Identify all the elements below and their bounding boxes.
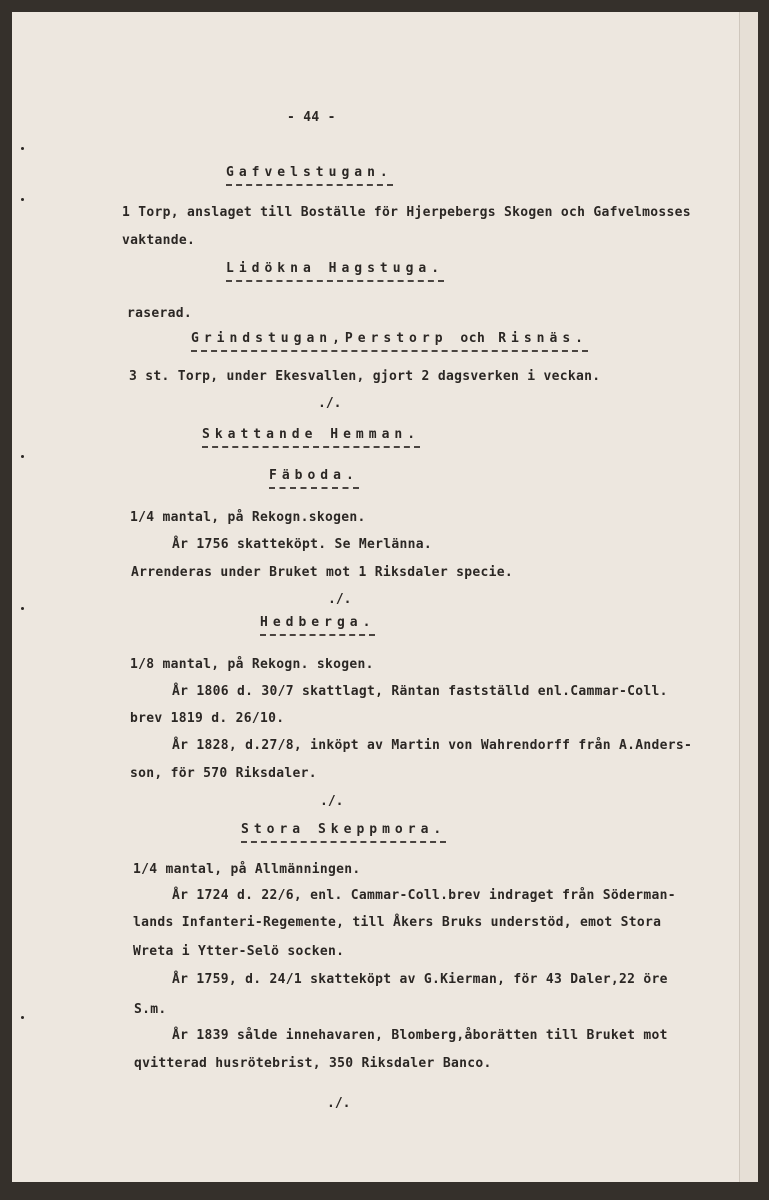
text-line: 1/8 mantal, på Rekogn. skogen. (130, 657, 374, 672)
binding-hole (21, 198, 24, 201)
heading-lidokna-hagstuga: Lidökna Hagstuga. (226, 261, 444, 282)
text-line: brev 1819 d. 26/10. (130, 711, 285, 726)
heading-grindstugan (191, 331, 588, 352)
text-line: qvitterad husrötebrist, 350 Riksdaler Banco. (134, 1056, 492, 1071)
heading-faboda: Fäboda. (269, 468, 359, 489)
text-line: 1/4 mantal, på Rekogn.skogen. (130, 510, 366, 525)
text-line: Arrenderas under Bruket mot 1 Riksdaler specie. (131, 565, 513, 580)
heading-hedberga: Hedberga. (260, 615, 375, 636)
text-line: År 1759, d. 24/1 skatteköpt av G.Kierman, för 43 Daler,22 öre (172, 972, 668, 987)
text-line: son, för 570 Riksdaler. (130, 766, 317, 781)
text-line: År 1724 d. 22/6, enl. Cammar-Coll.brev indraget från Söderman- (172, 888, 676, 903)
heading-part: Risnäs. (498, 331, 588, 346)
binding-hole (21, 455, 24, 458)
binding-hole (21, 147, 24, 150)
separator: ./. (328, 592, 352, 607)
text-line: År 1756 skatteköpt. Se Merlänna. (172, 537, 433, 552)
heading-part: Grindstugan,Perstorp (191, 331, 448, 346)
heading-part: och (460, 331, 486, 346)
heading-gafvelstugan: Gafvelstugan. (226, 165, 393, 186)
text-line: 1 Torp, anslaget till Boställe för Hjerpebergs Skogen och Gafvelmosses (122, 205, 691, 220)
text-line: År 1839 sålde innehavaren, Blomberg,åborätten till Bruket mot (172, 1028, 668, 1043)
separator: ./. (327, 1096, 351, 1111)
text-line: År 1806 d. 30/7 skattlagt, Räntan fastställd enl.Cammar-Coll. (172, 684, 668, 699)
page-edge-strip (739, 12, 758, 1182)
separator: ./. (320, 794, 344, 809)
heading-stora-skeppmora: Stora Skeppmora. (241, 822, 446, 843)
heading-skattande-hemman: Skattande Hemman. (202, 427, 420, 448)
text-line: Wreta i Ytter-Selö socken. (133, 944, 345, 959)
text-line: 1/4 mantal, på Allmänningen. (133, 862, 361, 877)
text-line: 3 st. Torp, under Ekesvallen, gjort 2 dagsverken i veckan. (129, 369, 601, 384)
text-line: År 1828, d.27/8, inköpt av Martin von Wahrendorff från A.Anders- (172, 738, 693, 753)
text-line: vaktande. (122, 233, 196, 248)
binding-hole (21, 1016, 24, 1019)
binding-hole (21, 607, 24, 610)
separator: ./. (318, 396, 342, 411)
text-line: S.m. (134, 1002, 167, 1017)
text-line: raserad. (127, 306, 193, 321)
document-page (12, 12, 739, 1182)
text-line: lands Infanteri-Regemente, till Åkers Bruks understöd, emot Stora (133, 915, 662, 930)
page-number: - 44 - (287, 110, 336, 125)
